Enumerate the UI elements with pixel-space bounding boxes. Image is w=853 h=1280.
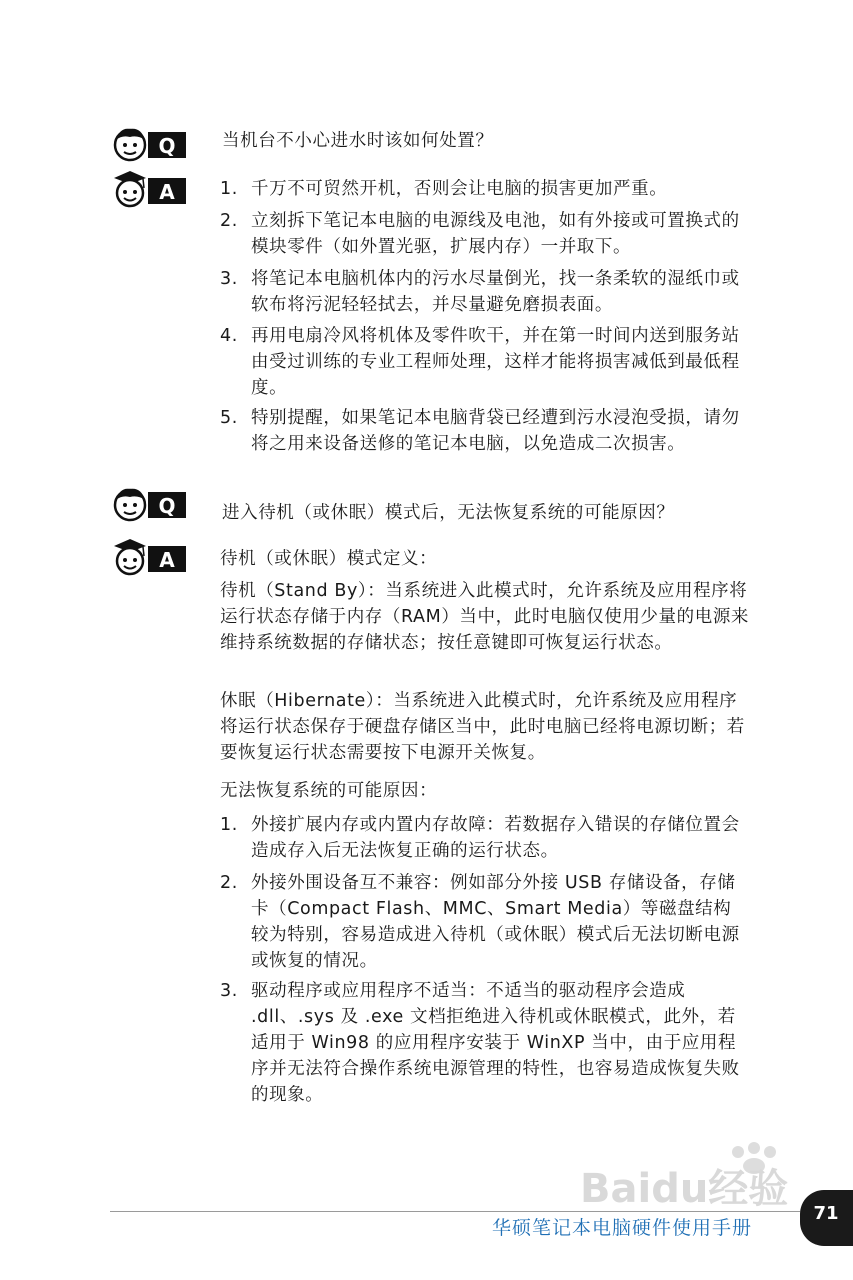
causes-title: 无法恢复系统的可能原因： (220, 781, 438, 801)
answer-letter: A (159, 180, 175, 204)
standby-paragraph: 待机（Stand By）：当系统进入此模式时，允许系统及应用程序将运行状态存储于内存（RAM）当中，此时电脑仅使用少量的电源来维持系统数据的存储状态；按任意键即可恢复运行状态。 (220, 581, 750, 653)
question-icon (110, 484, 190, 526)
svg-text:Q: Q (158, 494, 176, 518)
page-number: 71 (813, 1203, 839, 1224)
list-item: 1. 千万不可贸然开机，否则会让电脑的损害更加严重。 (220, 179, 668, 199)
question-letter: Q (158, 134, 176, 158)
definition-title: 待机（或休眠）模式定义： (220, 549, 438, 569)
list-item: 3. 将笔记本电脑机体内的污水尽量倒光，找一条柔软的湿纸巾或软布将污泥轻轻拭去，并尽量避免磨损表面。 (220, 269, 740, 315)
question-icon (110, 124, 190, 166)
question-1: 当机台不小心进水时该如何处置？ (222, 131, 494, 151)
svg-text:A: A (159, 548, 175, 572)
question-2: 进入待机（或休眠）模式后，无法恢复系统的可能原因？ (222, 503, 675, 523)
list-item: 4. 再用电扇冷风将机体及零件吹干，并在第一时间内送到服务站由受过训练的专业工程师处理，这样才能将损害减低到最低程度。 (220, 326, 740, 398)
footer-manual-title: 华硕笔记本电脑硬件使用手册 (492, 1217, 753, 1239)
answer-icon (110, 536, 190, 578)
baidu-watermark-logo (560, 1140, 800, 1210)
list-item: 3. 驱动程序或应用程序不适当：不适当的驱动程序会造成 .dll、.sys 及 .exe 文档拒绝进入待机或休眠模式，此外，若适用于 Win98 的应用程序安装于 WinXP 当中，由于应用程序并无法符合操作系统电源管理的特性，也容易造成恢复失败的现象。 (220, 981, 740, 1105)
svg-text:Baidu经验: Baidu经验 (580, 1166, 789, 1210)
hibernate-paragraph: 休眠（Hibernate）：当系统进入此模式时，允许系统及应用程序将运行状态保存于硬盘存储区当中，此时电脑已经将电源切断；若要恢复运行状态需要按下电源开关恢复。 (220, 691, 745, 763)
list-item: 2. 外接外围设备互不兼容：例如部分外接 USB 存储设备，存储卡（Compact Flash、MMC、Smart Media）等磁盘结构较为特别，容易造成进入待机（或休眠）模式后无法切断电源或恢复的情况。 (220, 873, 740, 971)
answer-icon (110, 168, 190, 210)
list-item: 5. 特别提醒，如果笔记本电脑背袋已经遭到污水浸泡受损，请勿将之用来设备送修的笔记本电脑，以免造成二次损害。 (220, 408, 740, 454)
list-item: 2. 立刻拆下笔记本电脑的电源线及电池，如有外接或可置换式的模块零件（如外置光驱，扩展内存）一并取下。 (220, 211, 740, 257)
footer-divider (110, 1211, 800, 1212)
list-item: 1. 外接扩展内存或内置内存故障：若数据存入错误的存储位置会造成存入后无法恢复正确的运行状态。 (220, 815, 740, 861)
